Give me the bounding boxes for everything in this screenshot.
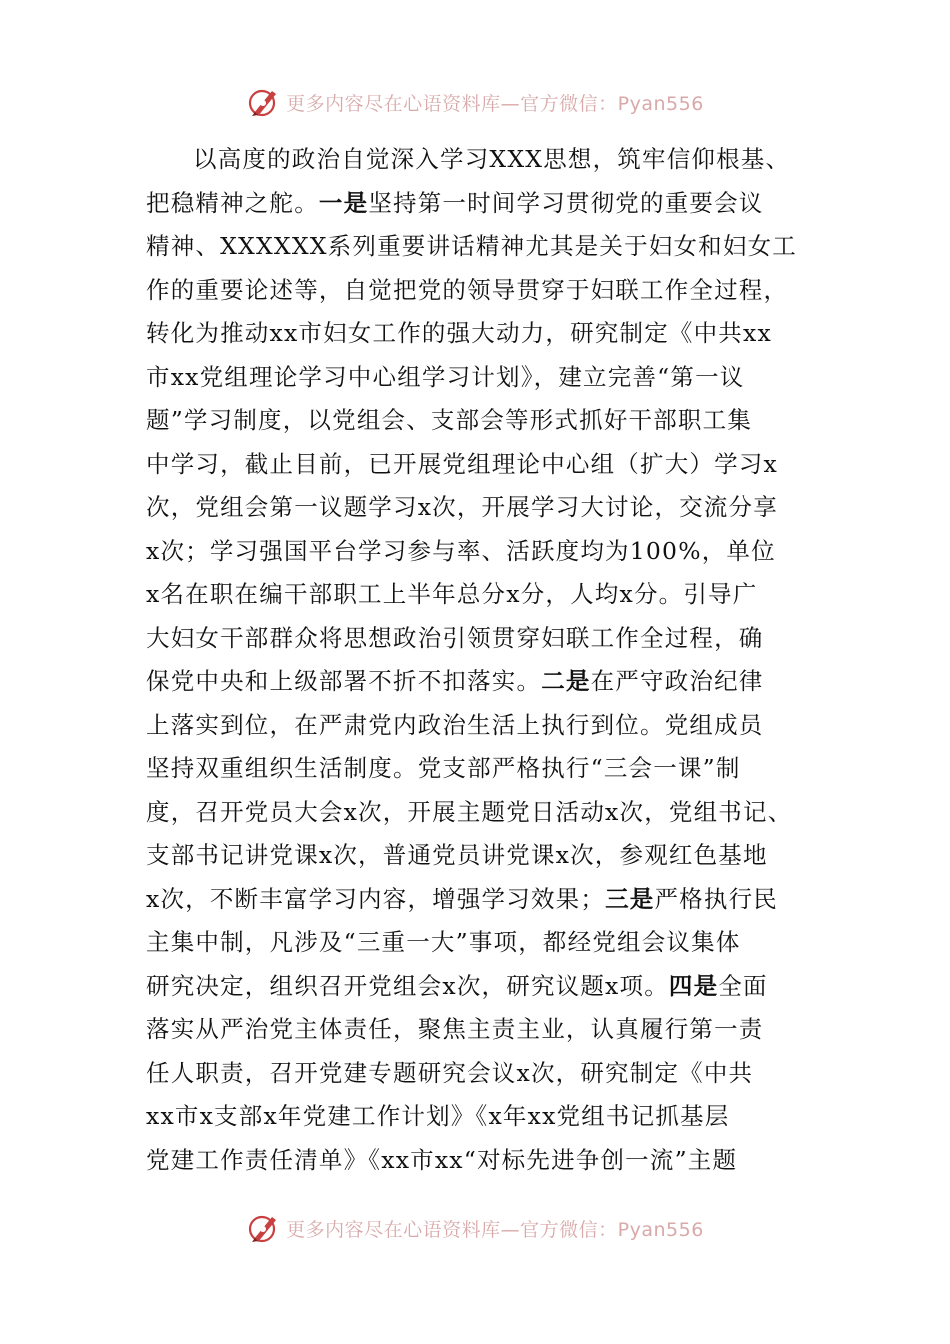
document-body xyxy=(146,138,826,1182)
text-segment: 全面 xyxy=(718,971,768,1000)
text-segment: 以高度的政治自觉深入学习XXX思想，筑牢信仰根基、 xyxy=(193,145,791,173)
text-segment: 党建工作责任清单》《xx市xx“对标先进争创一流”主题 xyxy=(146,1145,738,1174)
text-segment: 主集中制，凡涉及“三重一大”事项，都经党组会议集体 xyxy=(146,928,741,956)
pen-circle-logo-icon xyxy=(246,1211,282,1245)
text-line xyxy=(146,573,826,617)
text-line xyxy=(146,225,826,269)
text-segment: 严格执行民 xyxy=(654,884,778,913)
text-segment: 题”学习制度，以党组会、支部会等形式抓好干部职工集 xyxy=(146,406,753,434)
text-line xyxy=(146,704,826,748)
text-line xyxy=(146,1008,826,1052)
text-line xyxy=(146,182,826,226)
text-segment: 大妇女干部群众将思想政治引领贯穿妇联工作全过程，确 xyxy=(146,623,764,652)
text-line xyxy=(146,399,826,443)
text-segment: x次，不断丰富学习内容，增强学习效果； xyxy=(146,884,606,913)
bold-keyword: 四是 xyxy=(668,971,719,1000)
text-line xyxy=(146,312,826,356)
pen-circle-logo-icon xyxy=(246,85,282,119)
text-line xyxy=(146,269,826,313)
text-line xyxy=(146,1139,826,1183)
text-line xyxy=(146,834,826,878)
text-segment: 研究决定，组织召开党组会x次，研究议题x项。 xyxy=(146,971,669,1000)
text-segment: 在严守政治纪律 xyxy=(590,667,764,695)
text-line xyxy=(146,965,826,1009)
text-line xyxy=(146,138,826,182)
text-line xyxy=(146,1095,826,1139)
footer-watermark xyxy=(0,1208,950,1248)
text-line xyxy=(146,660,826,704)
text-line xyxy=(146,921,826,965)
text-segment: 任人职责，召开党建专题研究会议x次，研究制定《中共 xyxy=(146,1058,754,1087)
text-segment: 精神、XXXXXX系列重要讲话精神尤其是关于妇女和妇女工 xyxy=(146,232,797,260)
text-segment: 中学习，截止目前，已开展党组理论中心组（扩大）学习x xyxy=(146,449,778,478)
text-segment: 坚持双重组织生活制度。党支部严格执行“三会一课”制 xyxy=(146,754,741,782)
text-line xyxy=(146,443,826,487)
text-line xyxy=(146,486,826,530)
bold-keyword: 一是 xyxy=(318,188,369,217)
text-segment: 作的重要论述等，自觉把党的领导贯穿于妇联工作全过程， xyxy=(146,275,789,304)
watermark-text: 更多内容尽在心语资料库—官方微信：Pyan556 xyxy=(286,92,704,115)
text-segment: 转化为推动xx市妇女工作的强大动力，研究制定《中共xx xyxy=(146,319,772,347)
text-segment: x名在职在编干部职工上半年总分x分，人均x分。引导广 xyxy=(146,580,758,608)
text-line xyxy=(146,791,826,835)
text-segment: 保党中央和上级部署不折不扣落实。 xyxy=(146,667,542,695)
text-segment: 落实从严治党主体责任，聚焦主责主业，认真履行第一责 xyxy=(146,1015,764,1043)
watermark-text: 更多内容尽在心语资料库—官方微信：Pyan556 xyxy=(286,1218,704,1241)
text-segment: x次；学习强国平台学习参与率、活跃度均为100%，单位 xyxy=(146,536,776,565)
text-line xyxy=(146,530,826,574)
text-line xyxy=(146,747,826,791)
text-segment: 次，党组会第一议题学习x次，开展学习大讨论，交流分享 xyxy=(146,493,778,521)
bold-keyword: 三是 xyxy=(605,884,655,913)
text-line xyxy=(146,356,826,400)
text-line xyxy=(146,878,826,922)
text-segment: 支部书记讲党课x次，普通党员讲党课x次，参观红色基地 xyxy=(146,841,768,869)
text-segment: 坚持第一时间学习贯彻党的重要会议 xyxy=(368,188,764,217)
text-segment: 市xx党组理论学习中心组学习计划》，建立完善“第一议 xyxy=(146,362,745,391)
text-line xyxy=(146,617,826,661)
text-segment: xx市x支部x年党建工作计划》《x年xx党组书记抓基层 xyxy=(146,1102,730,1130)
bold-keyword: 二是 xyxy=(541,667,591,695)
text-line xyxy=(146,1052,826,1096)
header-watermark xyxy=(0,82,950,122)
text-segment: 上落实到位，在严肃党内政治生活上执行到位。党组成员 xyxy=(146,710,764,739)
text-segment: 把稳精神之舵。 xyxy=(146,188,319,217)
text-segment: 度，召开党员大会x次，开展主题党日活动x次，党组书记、 xyxy=(146,797,793,826)
